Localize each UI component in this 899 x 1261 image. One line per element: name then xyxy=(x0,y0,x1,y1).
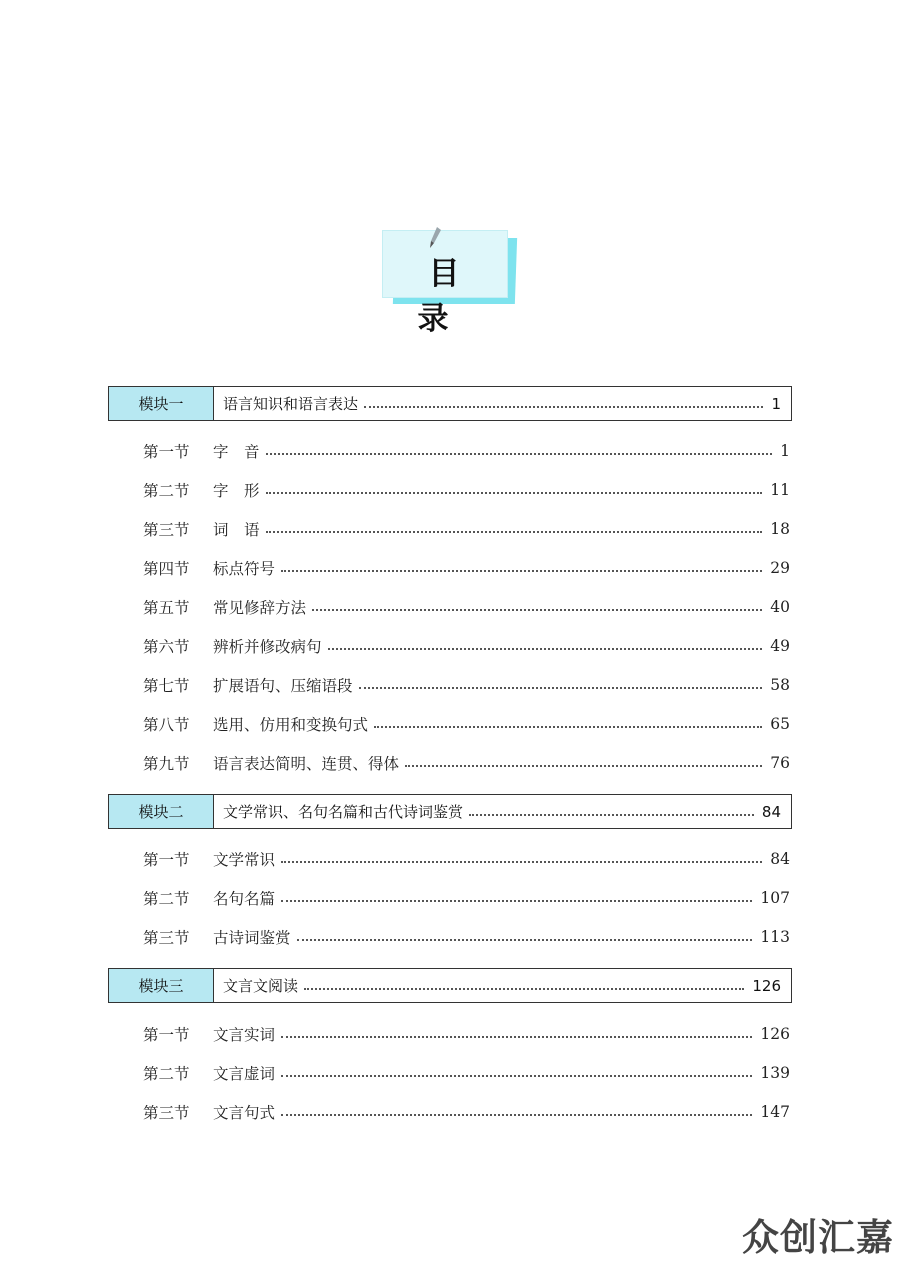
section-title: 词 语 xyxy=(213,521,260,539)
section-title: 标点符号 xyxy=(213,560,276,578)
page-number: 84 xyxy=(770,850,790,868)
section-title: 古诗词鉴赏 xyxy=(213,929,291,947)
section-label: 第六节 xyxy=(143,638,190,656)
dot-leader xyxy=(304,988,744,990)
module-tag: 模块三 xyxy=(109,969,214,1002)
page-number: 1 xyxy=(780,442,790,460)
dot-leader xyxy=(281,570,762,572)
module-title: 文学常识、名句名篇和古代诗词鉴赏 xyxy=(223,803,464,821)
page-number: 58 xyxy=(770,676,790,694)
watermark-logo: 众创汇嘉 xyxy=(742,1216,894,1259)
toc-row[interactable] xyxy=(143,751,790,775)
section-title: 辨析并修改病句 xyxy=(213,638,322,656)
page-number: 76 xyxy=(770,754,790,772)
module-tag: 模块一 xyxy=(109,387,214,420)
module-bar[interactable] xyxy=(108,794,792,829)
dot-leader xyxy=(328,648,763,650)
section-title: 语言表达简明、连贯、得体 xyxy=(213,755,400,773)
toc-row[interactable] xyxy=(143,556,790,580)
section-title: 文言虚词 xyxy=(213,1065,276,1083)
toc-row[interactable] xyxy=(143,478,790,502)
page-number: 107 xyxy=(760,889,790,907)
toc-row[interactable] xyxy=(143,925,790,949)
section-label: 第八节 xyxy=(143,716,190,734)
section-label: 第五节 xyxy=(143,599,190,617)
toc-row[interactable] xyxy=(143,673,790,697)
section-label: 第二节 xyxy=(143,1065,190,1083)
dot-leader xyxy=(281,1075,752,1077)
section-label: 第一节 xyxy=(143,851,190,869)
section-label: 第三节 xyxy=(143,521,190,539)
module-title: 语言知识和语言表达 xyxy=(223,395,359,413)
toc-row[interactable] xyxy=(143,634,790,658)
section-title: 文言句式 xyxy=(213,1104,276,1122)
toc-row[interactable] xyxy=(143,517,790,541)
section-label: 第一节 xyxy=(143,1026,190,1044)
toc-row[interactable] xyxy=(143,595,790,619)
module-bar[interactable] xyxy=(108,386,792,421)
toc-title-block xyxy=(380,226,520,337)
dot-leader xyxy=(359,687,763,689)
page-number: 84 xyxy=(761,802,781,821)
pencil-icon xyxy=(428,226,442,250)
dot-leader xyxy=(281,900,752,902)
dot-leader xyxy=(364,406,763,408)
page-title: 目 录 xyxy=(417,256,482,337)
toc-row[interactable] xyxy=(143,1022,790,1046)
section-title: 字 形 xyxy=(213,482,260,500)
module-title-line xyxy=(223,969,781,1002)
page-number: 126 xyxy=(752,976,781,995)
dot-leader xyxy=(281,861,762,863)
section-label: 第二节 xyxy=(143,482,190,500)
dot-leader xyxy=(266,531,763,533)
dot-leader xyxy=(266,492,763,494)
section-label: 第二节 xyxy=(143,890,190,908)
section-title: 选用、仿用和变换句式 xyxy=(213,716,369,734)
page-number: 139 xyxy=(760,1064,790,1082)
toc-row[interactable] xyxy=(143,712,790,736)
page-number: 49 xyxy=(770,637,790,655)
toc-row[interactable] xyxy=(143,847,790,871)
toc-row[interactable] xyxy=(143,886,790,910)
page-number: 29 xyxy=(770,559,790,577)
dot-leader xyxy=(312,609,762,611)
section-label: 第三节 xyxy=(143,929,190,947)
toc-row[interactable] xyxy=(143,1100,790,1124)
section-label: 第七节 xyxy=(143,677,190,695)
dot-leader xyxy=(374,726,762,728)
section-title: 文言实词 xyxy=(213,1026,276,1044)
toc-row[interactable] xyxy=(143,1061,790,1085)
page-number: 11 xyxy=(770,481,790,499)
section-title: 文学常识 xyxy=(213,851,276,869)
dot-leader xyxy=(281,1036,752,1038)
section-title: 字 音 xyxy=(213,443,260,461)
dot-leader xyxy=(281,1114,752,1116)
page-number: 126 xyxy=(760,1025,790,1043)
dot-leader xyxy=(297,939,753,941)
module-title-line xyxy=(223,795,781,828)
module-bar[interactable] xyxy=(108,968,792,1003)
page-number: 1 xyxy=(771,394,781,413)
section-label: 第三节 xyxy=(143,1104,190,1122)
page-number: 18 xyxy=(770,520,790,538)
page-number: 147 xyxy=(760,1103,790,1121)
page-number: 113 xyxy=(760,928,790,946)
page-number: 40 xyxy=(770,598,790,616)
section-label: 第四节 xyxy=(143,560,190,578)
dot-leader xyxy=(469,814,754,816)
dot-leader xyxy=(405,765,762,767)
section-title: 常见修辞方法 xyxy=(213,599,307,617)
dot-leader xyxy=(266,453,773,455)
toc-row[interactable] xyxy=(143,439,790,463)
section-title: 扩展语句、压缩语段 xyxy=(213,677,353,695)
page-number: 65 xyxy=(770,715,790,733)
module-title: 文言文阅读 xyxy=(223,977,299,995)
module-title-line xyxy=(223,387,781,420)
section-label: 第九节 xyxy=(143,755,190,773)
section-title: 名句名篇 xyxy=(213,890,276,908)
module-tag: 模块二 xyxy=(109,795,214,828)
section-label: 第一节 xyxy=(143,443,190,461)
